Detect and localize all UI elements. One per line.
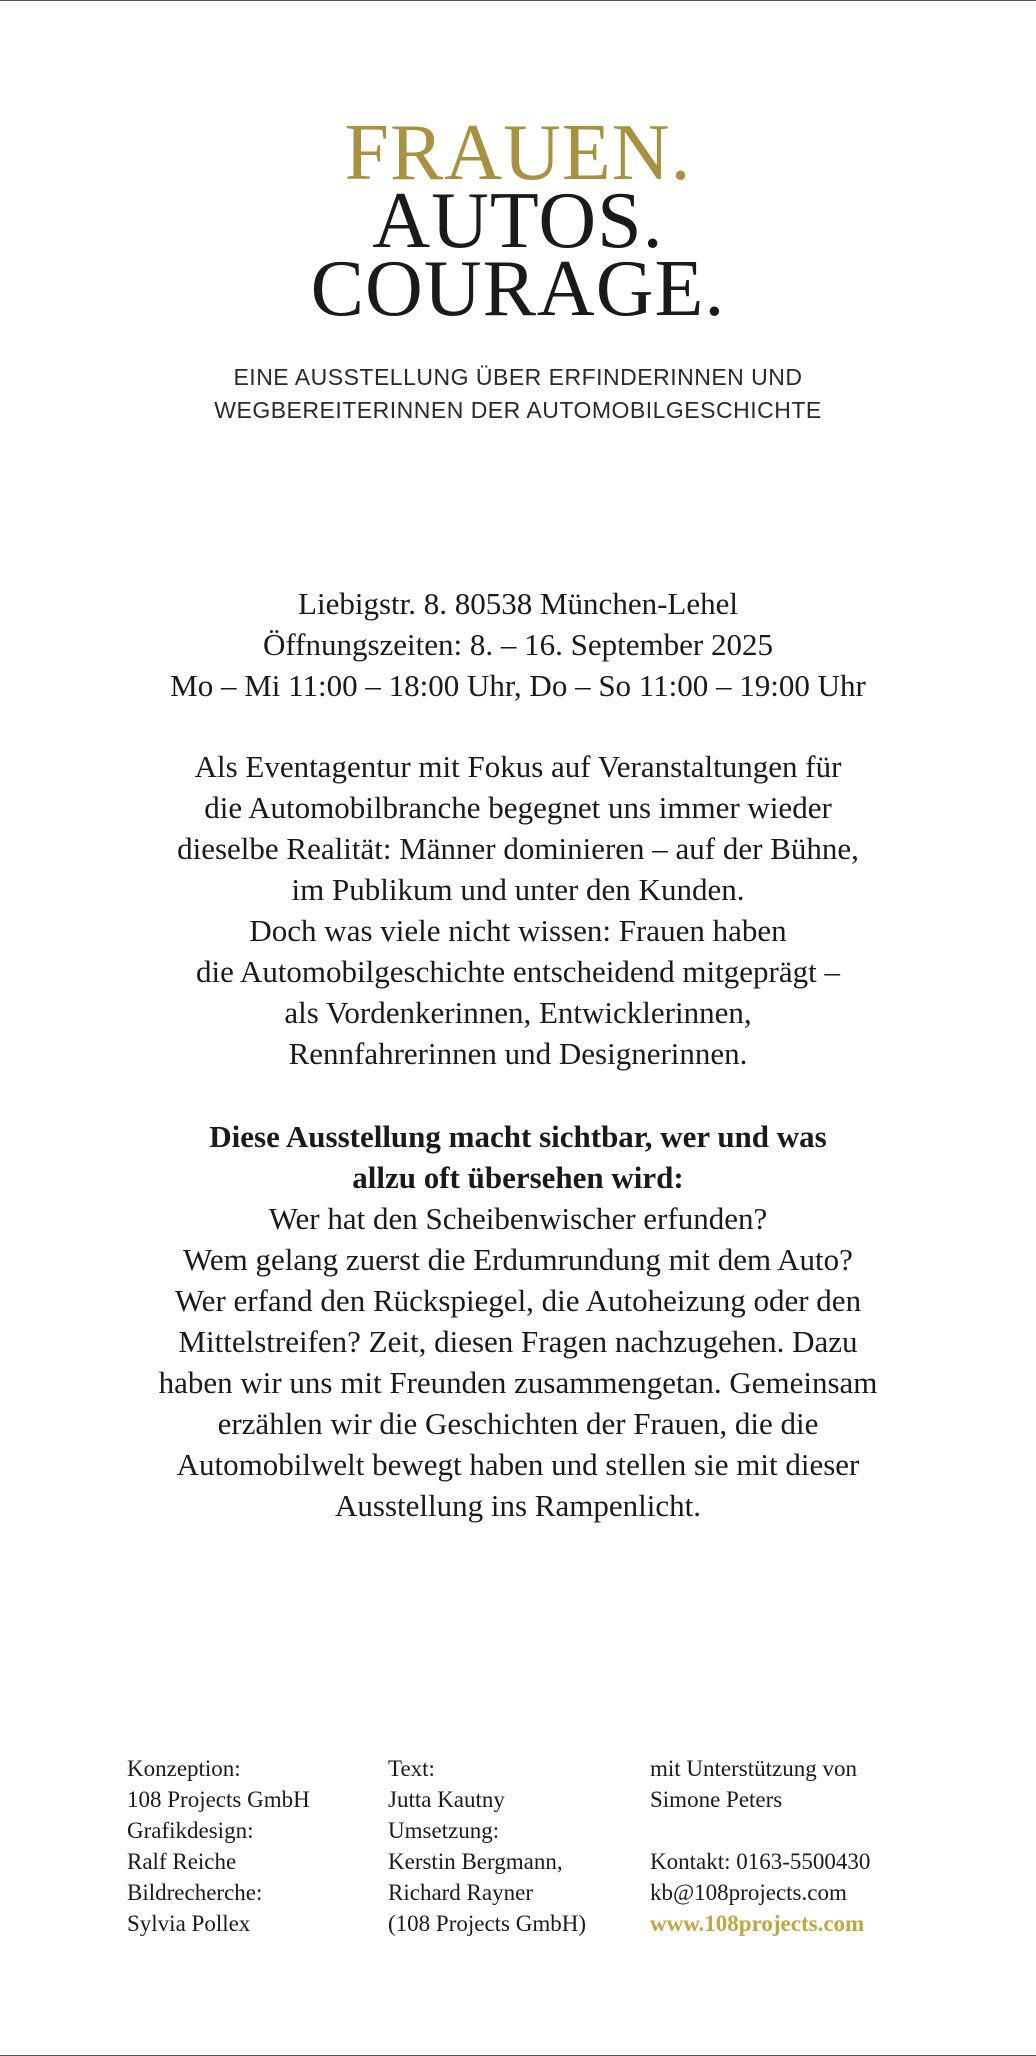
credit-label: Umsetzung:: [388, 1818, 500, 1843]
contact-phone: Kontakt: 0163-5500430: [650, 1849, 871, 1874]
credits-column-concept: [127, 1753, 310, 1939]
intro-line: die Automobilbranche begegnet uns immer wieder: [204, 790, 832, 825]
support-label: mit Unterstützung von: [650, 1756, 857, 1781]
credits-column-text: [388, 1753, 586, 1939]
intro-line: Doch was viele nicht wissen: Frauen haben: [249, 913, 787, 948]
address: Liebigstr. 8. 80538 München-Lehel: [298, 586, 738, 621]
highlight-heading: Diese Ausstellung macht sichtbar, wer und was: [209, 1119, 827, 1154]
support-name: Simone Peters: [650, 1787, 783, 1812]
highlight-line: Wer erfand den Rückspiegel, die Autoheizung oder den: [174, 1283, 862, 1318]
credit-label: Grafikdesign:: [127, 1818, 254, 1843]
intro-line: im Publikum und unter den Kunden.: [291, 872, 745, 907]
credit-label: Text:: [388, 1756, 435, 1781]
highlight-line: Ausstellung ins Rampenlicht.: [335, 1488, 701, 1523]
title-line-frauen: FRAUEN.: [344, 109, 692, 197]
opening-hours: Mo – Mi 11:00 – 18:00 Uhr, Do – So 11:00 – 19:00 Uhr: [170, 668, 866, 703]
intro-paragraph: [0, 746, 1036, 1074]
intro-line: Als Eventagentur mit Fokus auf Veranstaltungen für: [194, 749, 842, 784]
credit-value: Jutta Kautny: [388, 1787, 505, 1812]
intro-line: als Vordenkerinnen, Entwicklerinnen,: [284, 995, 752, 1030]
contact-email[interactable]: kb@108projects.com: [650, 1880, 847, 1905]
exhibition-subtitle: [0, 361, 1036, 427]
credits-column-contact: [650, 1753, 870, 1939]
highlight-heading: allzu oft übersehen wird:: [352, 1160, 684, 1195]
highlight-line: Wer hat den Scheibenwischer erfunden?: [268, 1201, 768, 1236]
credit-value: Sylvia Pollex: [127, 1911, 251, 1936]
exhibition-title: [0, 109, 1036, 333]
intro-line: dieselbe Realität: Männer dominieren – auf der Bühne,: [177, 831, 859, 866]
credit-value: Ralf Reiche: [127, 1849, 237, 1874]
credit-label: Konzeption:: [127, 1756, 241, 1781]
highlight-line: haben wir uns mit Freunden zusammengetan. Gemeinsam: [158, 1365, 878, 1400]
website-link[interactable]: www.108projects.com: [650, 1911, 865, 1936]
highlight-line: erzählen wir die Geschichten der Frauen, die die: [217, 1406, 819, 1441]
credit-value: Kerstin Bergmann,: [388, 1849, 563, 1874]
credit-label: Bildrecherche:: [127, 1880, 263, 1905]
spacer: [650, 1815, 870, 1846]
title-line-courage: COURAGE.: [310, 245, 726, 333]
subtitle-line: WEGBEREITERINNEN DER AUTOMOBILGESCHICHTE: [214, 397, 822, 423]
title-line-autos: AUTOS.: [372, 177, 664, 265]
exhibition-info: [0, 583, 1036, 706]
intro-line: Rennfahrerinnen und Designerinnen.: [288, 1036, 748, 1071]
subtitle-line: EINE AUSSTELLUNG ÜBER ERFINDERINNEN UND: [233, 364, 803, 390]
highlight-line: Mittelstreifen? Zeit, diesen Fragen nachzugehen. Dazu: [178, 1324, 858, 1359]
credit-value: (108 Projects GmbH): [388, 1911, 587, 1936]
highlight-line: Automobilwelt bewegt haben und stellen sie mit dieser: [176, 1447, 860, 1482]
opening-dates: Öffnungszeiten: 8. – 16. September 2025: [263, 627, 773, 662]
credit-value: 108 Projects GmbH: [127, 1787, 310, 1812]
highlight-paragraph: [0, 1116, 1036, 1526]
highlight-line: Wem gelang zuerst die Erdumrundung mit dem Auto?: [183, 1242, 853, 1277]
intro-line: die Automobilgeschichte entscheidend mitgeprägt –: [196, 954, 840, 989]
credit-value: Richard Rayner: [388, 1880, 533, 1905]
